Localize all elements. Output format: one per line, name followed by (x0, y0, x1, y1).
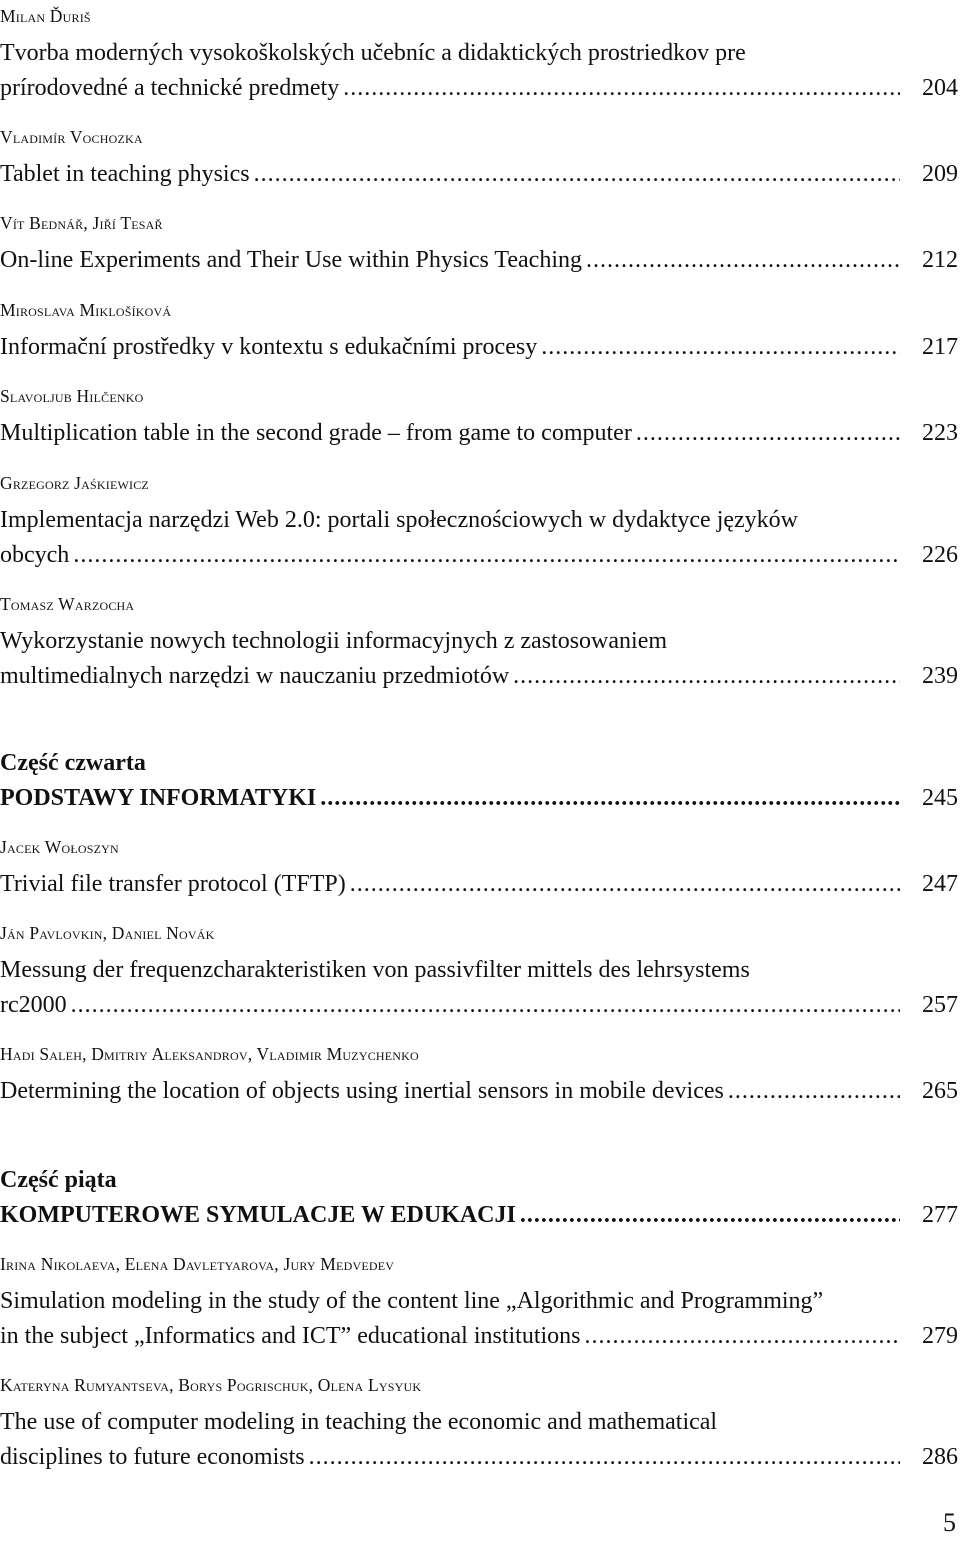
entry-title-line (0, 157, 958, 192)
dot-leader (513, 659, 900, 694)
entry-title-line (0, 1319, 958, 1354)
entry-title: Messung der frequenzcharakteristiken von passivfilter mittels des lehrsystems (0, 957, 750, 983)
page-folio: 5 (943, 1508, 956, 1537)
entry-title: Informační prostředky v kontextu s edukačními procesy (0, 334, 538, 360)
page-number: 226 (922, 541, 958, 568)
entry-author: Grzegorz Jaśkiewicz (0, 473, 149, 493)
toc-entry (0, 923, 958, 1022)
entry-author: Vladimír Vochozka (0, 127, 143, 147)
toc-entry (0, 837, 958, 902)
page-number: 239 (922, 662, 958, 689)
entry-author: Hadi Saleh, Dmitriy Aleksandrov, Vladimir Muzychenko (0, 1044, 419, 1064)
entry-title-line (0, 624, 958, 659)
entry-title: Trivial file transfer protocol (TFTP) (0, 871, 346, 897)
page-number: 223 (922, 420, 958, 446)
entry-title: On-line Experiments and Their Use within Physics Teaching (0, 247, 582, 273)
entry-author: Kateryna Rumyantseva, Borys Pogrischuk, Olena Lysyuk (0, 1375, 422, 1395)
page-number: 257 (922, 991, 958, 1018)
dot-leader (309, 1440, 900, 1475)
part-label: Część piąta (0, 1167, 117, 1193)
entry-title: Wykorzystanie nowych technologii informacyjnych z zastosowaniem (0, 628, 668, 654)
entry-title-line (0, 659, 958, 694)
part-title-line (0, 781, 958, 816)
dot-leader (520, 1198, 900, 1233)
toc-entry (0, 127, 958, 192)
entry-author: Irina Nikolaeva, Elena Davletyarova, Jury Medvedev (0, 1254, 395, 1274)
toc-entry (0, 1375, 958, 1474)
part-heading (0, 746, 958, 815)
entry-author: Vít Bednář, Jiří Tesař (0, 213, 163, 233)
page-number: 265 (922, 1078, 958, 1104)
dot-leader (541, 330, 900, 365)
part-heading (0, 1163, 958, 1232)
dot-leader (73, 538, 900, 573)
entry-title-line (0, 36, 958, 71)
toc-entry (0, 473, 958, 572)
entry-title-line (0, 330, 958, 365)
entry-title-line (0, 988, 958, 1023)
page-number: 204 (922, 74, 958, 101)
entry-author: Miroslava Miklošíková (0, 300, 172, 320)
entry-title: obcych (0, 541, 70, 568)
entry-title: Implementacja narzędzi Web 2.0: portali społecznościowych w dydaktyce języków (0, 507, 798, 533)
entry-author: Ján Pavlovkin, Daniel Novák (0, 923, 215, 943)
entry-title-line (0, 953, 958, 988)
page-number: 277 (922, 1201, 958, 1228)
page-number: 286 (922, 1443, 958, 1470)
entry-title: Multiplication table in the second grade – from game to computer (0, 420, 632, 446)
entry-title-line (0, 867, 958, 902)
entry-title: rc2000 (0, 991, 67, 1018)
toc-entry (0, 1254, 958, 1353)
entry-title-line (0, 416, 958, 451)
entry-title: disciplines to future economists (0, 1443, 305, 1470)
page-number: 209 (922, 161, 958, 187)
dot-leader (254, 157, 900, 192)
entry-title: Simulation modeling in the study of the content line „Algorithmic and Programming” (0, 1288, 824, 1314)
dot-leader (343, 71, 900, 106)
entry-title: in the subject „Informatics and ICT” educational institutions (0, 1322, 581, 1349)
toc-entry (0, 6, 958, 105)
entry-title-line (0, 538, 958, 573)
part-title-line (0, 1198, 958, 1233)
entry-title-line (0, 1284, 958, 1319)
entry-title: Tvorba moderných vysokoškolských učebníc a didaktických prostriedkov pre (0, 40, 746, 66)
page-number: 247 (922, 871, 958, 897)
entry-title: Tablet in teaching physics (0, 161, 250, 187)
entry-title-line (0, 503, 958, 538)
part-title: KOMPUTEROWE SYMULACJE W EDUKACJI (0, 1201, 516, 1228)
entry-title-line (0, 1074, 958, 1109)
toc-entry (0, 213, 958, 278)
entry-title-line (0, 243, 958, 278)
page-number: 217 (922, 334, 958, 360)
dot-leader (585, 1319, 900, 1354)
entry-title-line (0, 1405, 958, 1440)
part-title: PODSTAWY INFORMATYKI (0, 784, 317, 811)
page-number: 279 (922, 1322, 958, 1349)
part-label: Część czwarta (0, 750, 146, 776)
entry-author: Jacek Wołoszyn (0, 837, 119, 857)
entry-author: Tomasz Warzocha (0, 594, 135, 614)
dot-leader (71, 988, 900, 1023)
page-number: 245 (922, 784, 958, 811)
dot-leader (636, 416, 900, 451)
page-number: 212 (922, 247, 958, 273)
toc-entry (0, 594, 958, 693)
entry-title: Determining the location of objects using inertial sensors in mobile devices (0, 1078, 724, 1104)
entry-title: multimedialnych narzędzi w nauczaniu przedmiotów (0, 662, 510, 689)
toc-entry (0, 386, 958, 451)
entry-title: The use of computer modeling in teaching the economic and mathematical (0, 1409, 718, 1435)
entry-title-line (0, 1440, 958, 1475)
toc-entry (0, 300, 958, 365)
entry-title-line (0, 71, 958, 106)
dot-leader (350, 867, 900, 902)
toc-entry (0, 1044, 958, 1109)
entry-author: Milan Ďuriš (0, 6, 91, 26)
entry-author: Slavoljub Hilčenko (0, 386, 144, 406)
dot-leader (320, 781, 900, 816)
dot-leader (728, 1074, 900, 1109)
entry-title: prírodovedné a technické predmety (0, 74, 340, 101)
dot-leader (586, 243, 900, 278)
